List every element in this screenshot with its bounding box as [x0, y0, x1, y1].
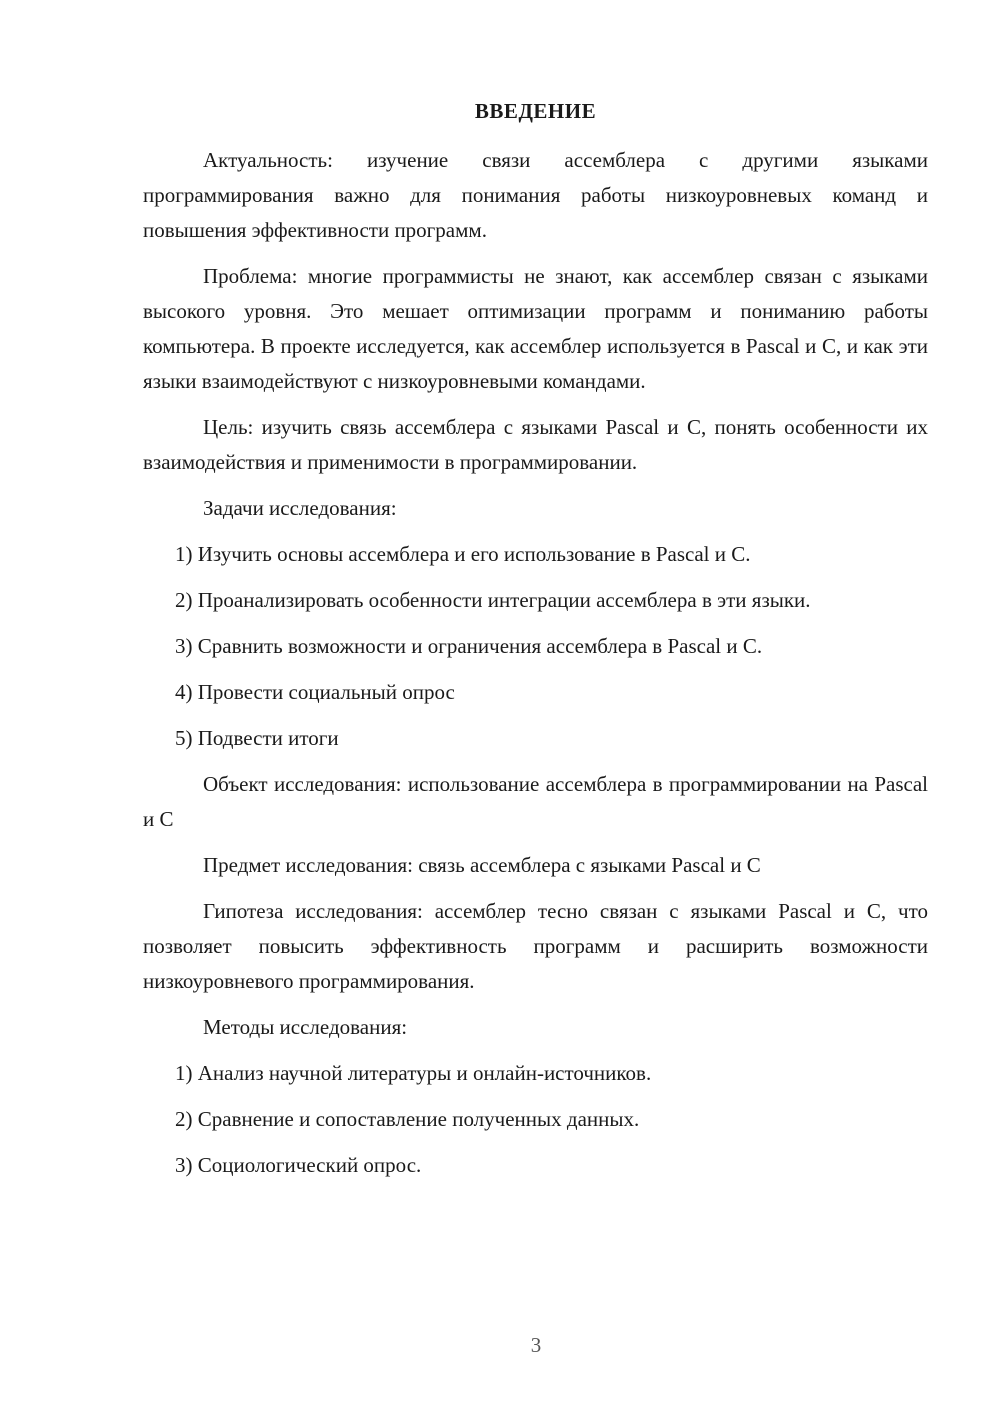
method-item-3: 3) Социологический опрос. [175, 1153, 422, 1177]
task-item-1: 1) Изучить основы ассемблера и его использование в Pascal и C. [175, 542, 751, 566]
tasks-heading: Задачи исследования: [203, 496, 397, 520]
subject-paragraph: Предмет исследования: связь ассемблера с языками Pascal и C [203, 853, 761, 877]
problem-paragraph: Проблема: многие программисты не знают, как ассемблер связан с языками высокого уровня. Это мешает оптимизации программ и пониманию работы компьютера. В проекте исследуется, как ассемблер используется в Pascal и C, и как эти языки взаимодействуют с низкоуровневыми командами. [143, 264, 928, 393]
task-item-3: 3) Сравнить возможности и ограничения ассемблера в Pascal и C. [175, 634, 763, 658]
goal-paragraph: Цель: изучить связь ассемблера с языками Pascal и C, понять особенности их взаимодействия и применимости в программировании. [143, 415, 928, 474]
task-item-4: 4) Провести социальный опрос [175, 680, 455, 704]
hypothesis-paragraph: Гипотеза исследования: ассемблер тесно связан с языками Pascal и C, что позволяет повысить эффективность программ и расширить возможности низкоуровневого программирования. [143, 899, 928, 993]
task-item-2: 2) Проанализировать особенности интеграции ассемблера в эти языки. [175, 588, 811, 612]
document-page [143, 94, 928, 1194]
methods-heading: Методы исследования: [203, 1015, 408, 1039]
method-item-1: 1) Анализ научной литературы и онлайн-источников. [175, 1061, 652, 1085]
relevance-paragraph: Актуальность: изучение связи ассемблера с другими языками программирования важно для понимания работы низкоуровневых команд и повышения эффективности программ. [143, 148, 928, 242]
object-paragraph: Объект исследования: использование ассемблера в программировании на Pascal и C [143, 772, 928, 831]
method-item-2: 2) Сравнение и сопоставление полученных данных. [175, 1107, 640, 1131]
task-item-5: 5) Подвести итоги [175, 726, 339, 750]
section-title: ВВЕДЕНИЕ [474, 99, 597, 123]
page-number: 3 [530, 1333, 542, 1357]
